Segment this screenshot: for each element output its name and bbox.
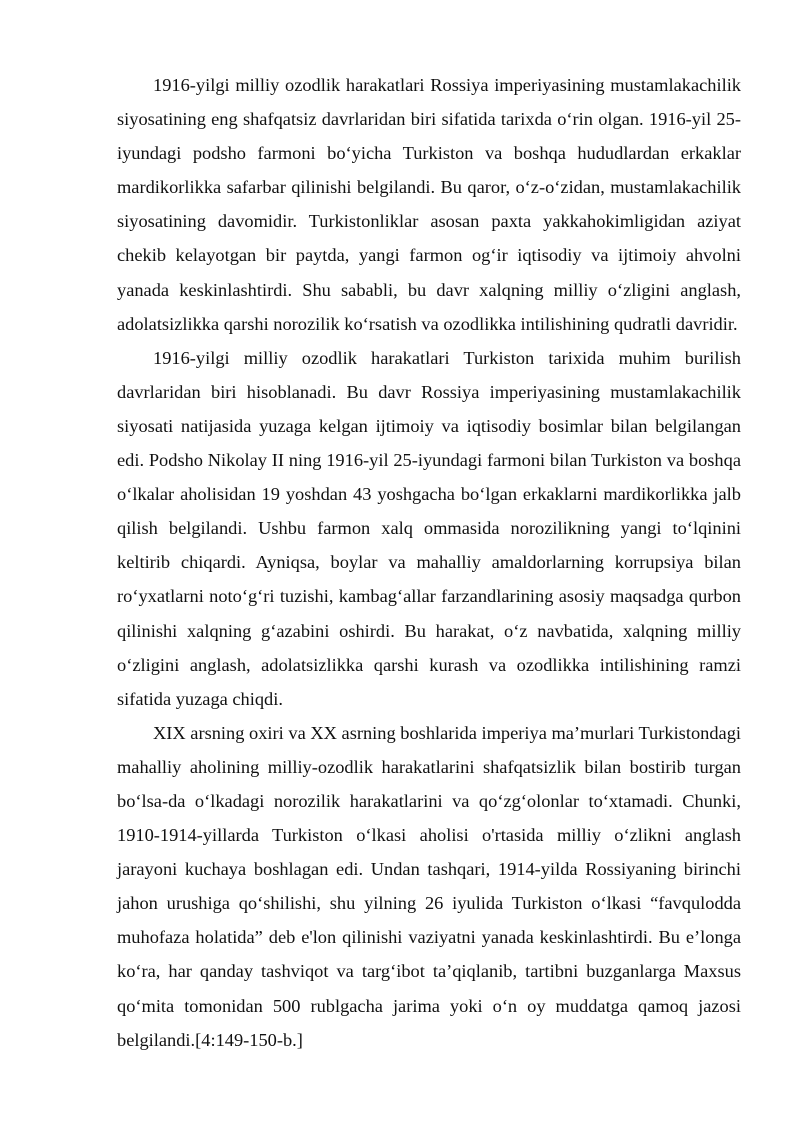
paragraph-3: XIX arsning oxiri va XX asrning boshlarida imperiya ma’murlari Turkistondagi mahalliy aholining milliy-ozodlik harakatlarini shafqatsizlik bilan bostirib turgan bo‘lsa-da o‘lkadagi norozilik harakatlarini va qo‘zg‘olonlar to‘xtamadi. Chunki, 1910-1914-yillarda Turkiston o‘lkasi aholisi o'rtasida milliy o‘zlikni anglash jarayoni kuchaya boshlagan edi. Undan tashqari, 1914-yilda Rossiyaning birinchi jahon urushiga qo‘shilishi, shu yilning 26 iyulida Turkiston o‘lkasi “favqulodda muhofaza holatida” deb e'lon qilinishi vaziyatni yanada keskinlashtirdi. Bu e’longa ko‘ra, har qanday tashviqot va targ‘ibot ta’qiqlanib, tartibni buzganlarga Maxsus qo‘mita tomonidan 500 rublgacha jarima yoki o‘n oy muddatga qamoq jazosi belgilandi.[4:149-150-b.]: [117, 722, 741, 1050]
paragraph-1: 1916-yilgi milliy ozodlik harakatlari Rossiya imperiyasining mustamlakachilik siyosatining eng shafqatsiz davrlaridan biri sifatida tarixda o‘rin olgan. 1916-yil 25-iyundagi podsho farmoni bo‘yicha Turkiston va boshqa hududlardan erkaklar mardikorlikka safarbar qilinishi belgilandi. Bu qaror, o‘z-o‘zidan, mustamlakachilik siyosatining davomidir. Turkistonliklar asosan paxta yakkahokimligidan aziyat chekib kelayotgan bir paytda, yangi farmon og‘ir iqtisodiy va ijtimoiy ahvolni yanada keskinlashtirdi. Shu sababli, bu davr xalqning milliy o‘zligini anglash, adolatsizlikka qarshi norozilik ko‘rsatish va ozodlikka intilishining qudratli davridir.: [117, 75, 741, 334]
paragraph-2: 1916-yilgi milliy ozodlik harakatlari Turkiston tarixida muhim burilish davrlaridan biri hisoblanadi. Bu davr Rossiya imperiyasining mustamlakachilik siyosati natijasida yuzaga kelgan ijtimoiy va iqtisodiy bosimlar bilan belgilangan edi. Podsho Nikolay II ning 1916-yil 25-iyundagi farmoni bilan Turkiston va boshqa o‘lkalar aholisidan 19 yoshdan 43 yoshgacha bo‘lgan erkaklarni mardikorlikka jalb qilish belgilandi. Ushbu farmon xalq ommasida norozilikning yangi to‘lqinini keltirib chiqardi. Ayniqsa, boylar va mahalliy amaldorlarning korrupsiya bilan ro‘yxatlarni noto‘g‘ri tuzishi, kambag‘allar farzandlarining asosiy maqsadga qurbon qilinishi xalqning g‘azabini oshirdi. Bu harakat, o‘z navbatida, xalqning milliy o‘zligini anglash, adolatsizlikka qarshi kurash va ozodlikka intilishining ramzi sifatida yuzaga chiqdi.: [117, 347, 741, 709]
document-page: [117, 68, 741, 1057]
